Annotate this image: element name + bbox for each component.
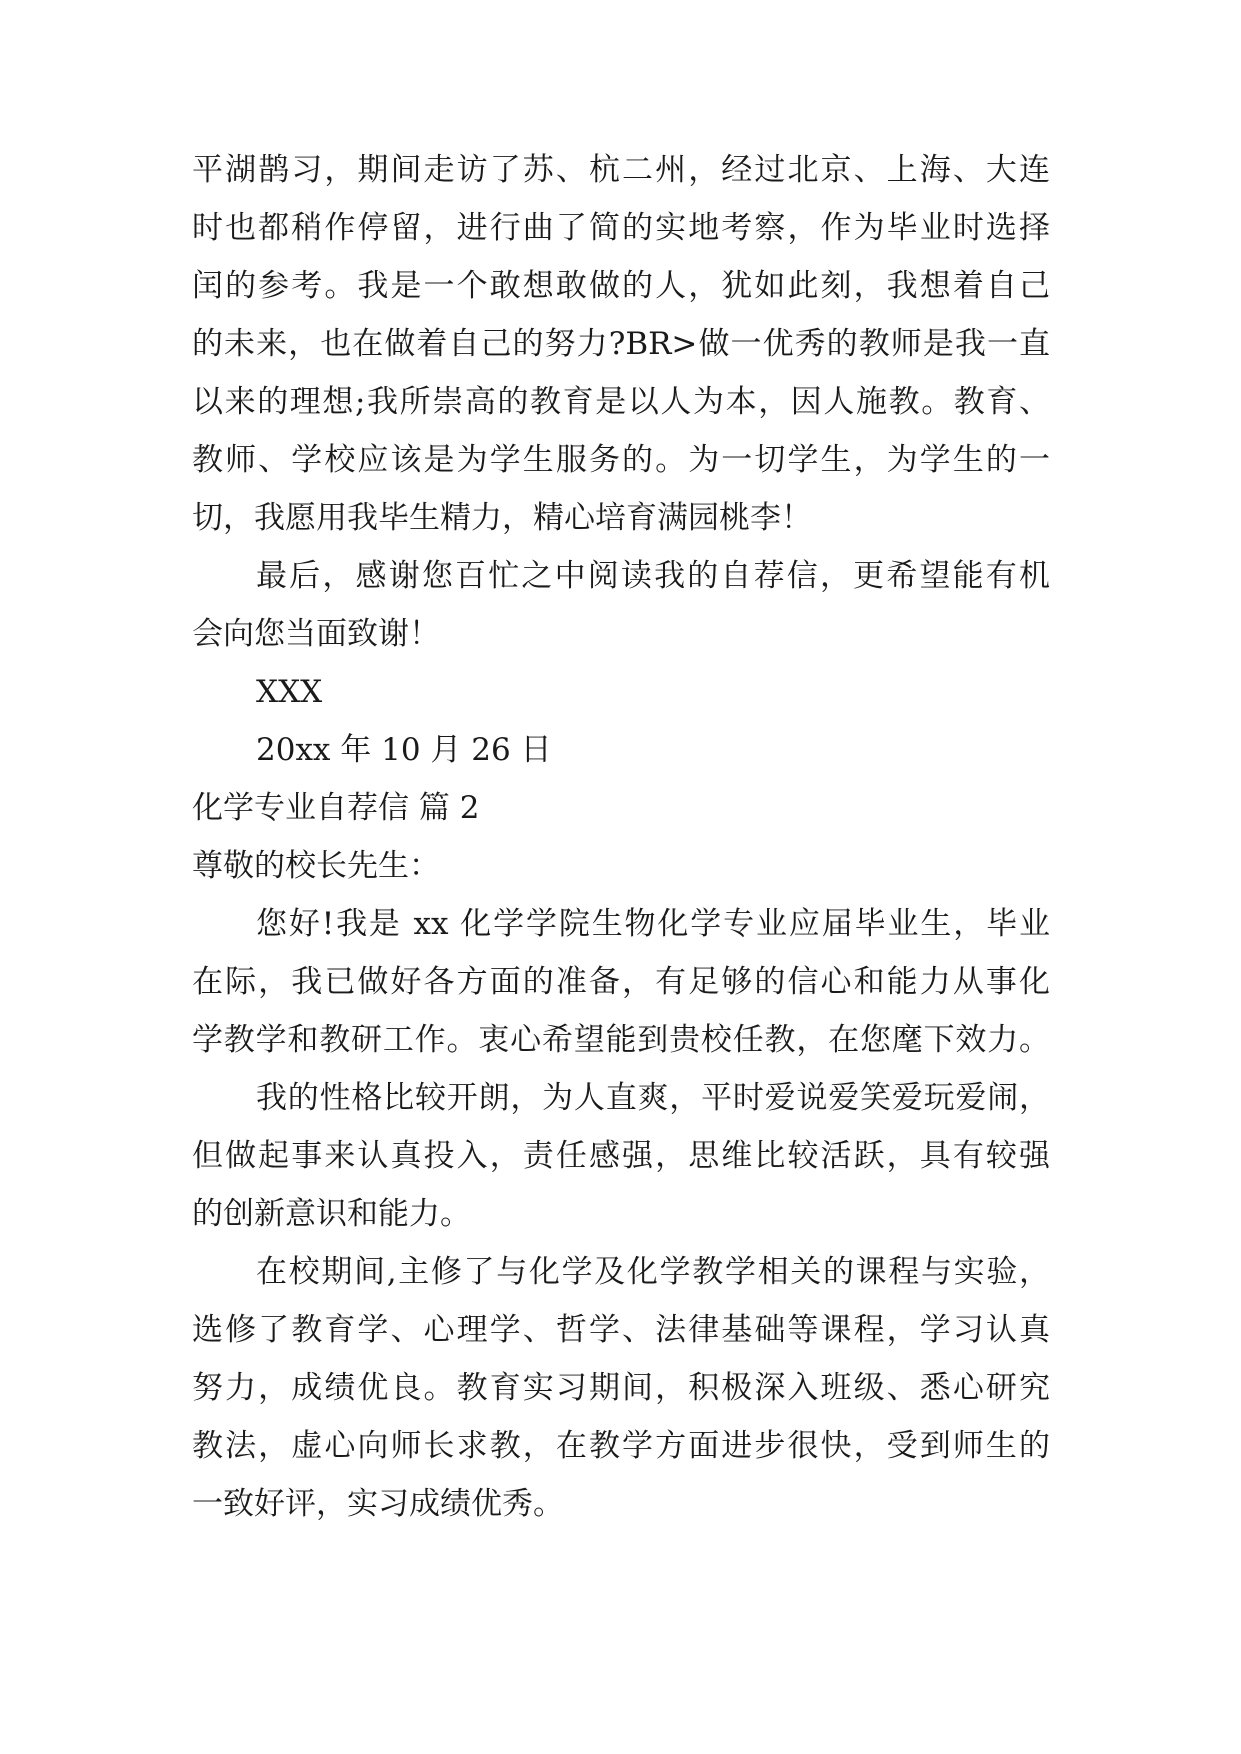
body-line: 以来的理想;我所崇高的教育是以人为本，因人施教。教育、	[192, 384, 1050, 420]
section-heading: 化学专业自荐信 篇 2	[192, 790, 480, 826]
closing-line: 最后，感谢您百忙之中阅读我的自荐信，更希望能有机	[256, 558, 1050, 594]
body-line: 教师、学校应该是为学生服务的。为一切学生，为学生的一	[192, 442, 1050, 478]
paragraph-line: 选修了教育学、心理学、哲学、法律基础等课程，学习认真	[192, 1312, 1050, 1348]
paragraph-line: 学教学和教研工作。衷心希望能到贵校任教，在您麾下效力。	[192, 1022, 1050, 1058]
paragraph-line: 在校期间,主修了与化学及化学教学相关的课程与实验，	[256, 1254, 1050, 1290]
signature: XXX	[256, 674, 323, 710]
body-line: 平湖鹊习，期间走访了苏、杭二州，经过北京、上海、大连	[192, 152, 1050, 188]
salutation: 尊敬的校长先生：	[192, 848, 440, 884]
letter-date: 20xx 年 10 月 26 日	[256, 732, 552, 768]
body-line: 的未来，也在做着自己的努力?BR>做一优秀的教师是我一直	[192, 326, 1050, 362]
body-line: 闰的参考。我是一个敢想敢做的人，犹如此刻，我想着自己	[192, 268, 1050, 304]
paragraph-line: 您好!我是 xx 化学学院生物化学专业应届毕业生，毕业	[256, 906, 1050, 942]
closing-line: 会向您当面致谢！	[192, 616, 440, 652]
paragraph-line: 努力，成绩优良。教育实习期间，积极深入班级、悉心研究	[192, 1370, 1050, 1406]
paragraph-line: 在际，我已做好各方面的准备，有足够的信心和能力从事化	[192, 964, 1050, 1000]
body-line: 切，我愿用我毕生精力，精心培育满园桃李！	[192, 500, 812, 536]
paragraph-line: 的创新意识和能力。	[192, 1196, 471, 1232]
paragraph-line: 教法，虚心向师长求教，在教学方面进步很快，受到师生的	[192, 1428, 1050, 1464]
body-line: 时也都稍作停留，进行曲了简的实地考察，作为毕业时选择	[192, 210, 1050, 246]
paragraph-line: 一致好评，实习成绩优秀。	[192, 1486, 564, 1522]
paragraph-line: 但做起事来认真投入，责任感强，思维比较活跃，具有较强	[192, 1138, 1050, 1174]
paragraph-line: 我的性格比较开朗，为人直爽，平时爱说爱笑爱玩爱闹，	[256, 1080, 1050, 1116]
